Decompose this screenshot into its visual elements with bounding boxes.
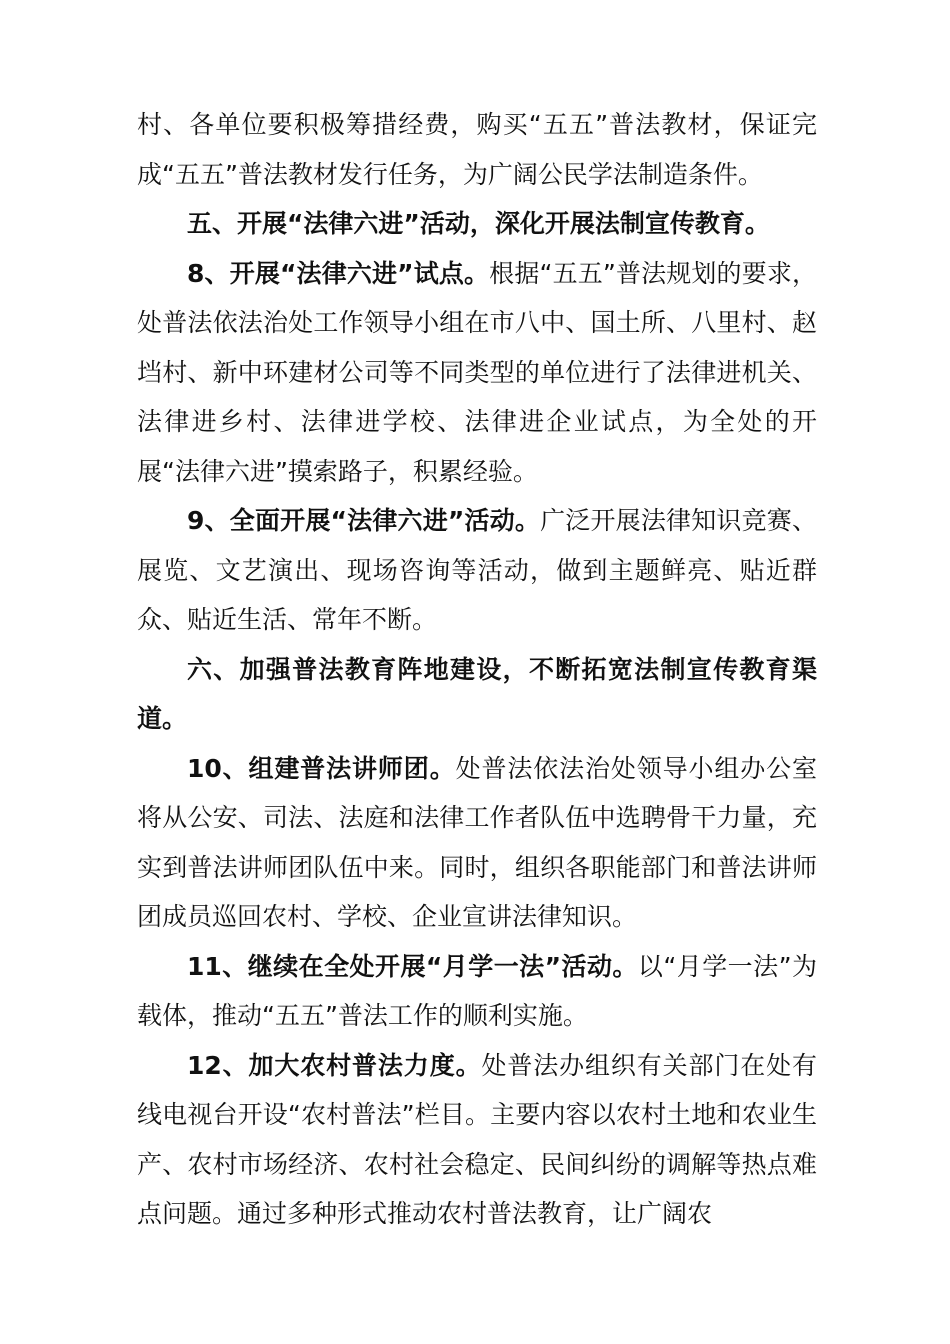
paragraph-text: 村、各单位要积极筹措经费，购买“五五”普法教材，保证完成“五五”普法教材发行任务，为广阔公民学法制造条件。: [137, 110, 817, 189]
item-10-paragraph: [137, 744, 817, 942]
item-body: 处普法依法治处领导小组办公室将从公安、司法、法庭和法律工作者队伍中选聘骨干力量，充实到普法讲师团队伍中来。同时，组织各职能部门和普法讲师团成员巡回农村、学校、企业宣讲法律知识。: [137, 753, 817, 931]
section-heading-text: 五、开展“法律六进”活动，深化开展法制宣传教育。: [187, 209, 770, 238]
item-heading: 11、继续在全处开展“月学一法”活动。: [187, 951, 638, 981]
item-body: 广泛开展法律知识竞赛、展览、文艺演出、现场咨询等活动，做到主题鲜亮、贴近群众、贴近生活、常年不断。: [137, 506, 817, 634]
item-heading: 9、全面开展“法律六进”活动。: [187, 506, 541, 535]
item-heading: 10、组建普法讲师团。: [187, 753, 456, 783]
document-body: [137, 100, 817, 1239]
item-9-paragraph: [137, 496, 817, 645]
item-12-paragraph: [137, 1041, 817, 1239]
paragraph-continuation: [137, 100, 817, 199]
item-11-paragraph: [137, 942, 817, 1041]
item-body: 处普法办组织有关部门在处有线电视台开设“农村普法”栏目。主要内容以农村土地和农业生产、农村市场经济、农村社会稳定、民间纠纷的调解等热点难点问题。通过多种形式推动农村普法教育，让广阔农: [137, 1050, 817, 1228]
item-body: 根据“五五”普法规划的要求，处普法依法治处工作领导小组在市八中、国土所、八里村、赵垱村、新中环建材公司等不同类型的单位进行了法律进机关、法律进乡村、法律进学校、法律进企业试点，为全处的开展“法律六进”摸索路子，积累经验。: [137, 258, 817, 486]
section-heading-text: 六、加强普法教育阵地建设，不断拓宽法制宣传教育渠道。: [137, 654, 817, 733]
section-heading-five: [137, 199, 817, 249]
item-heading: 8、开展“法律六进”试点。: [187, 258, 490, 288]
section-heading-six: [137, 645, 817, 744]
item-8-paragraph: [137, 249, 817, 497]
item-body: 以“月学一法”为载体，推动“五五”普法工作的顺利实施。: [137, 951, 817, 1030]
item-heading: 12、加大农村普法力度。: [187, 1050, 482, 1080]
